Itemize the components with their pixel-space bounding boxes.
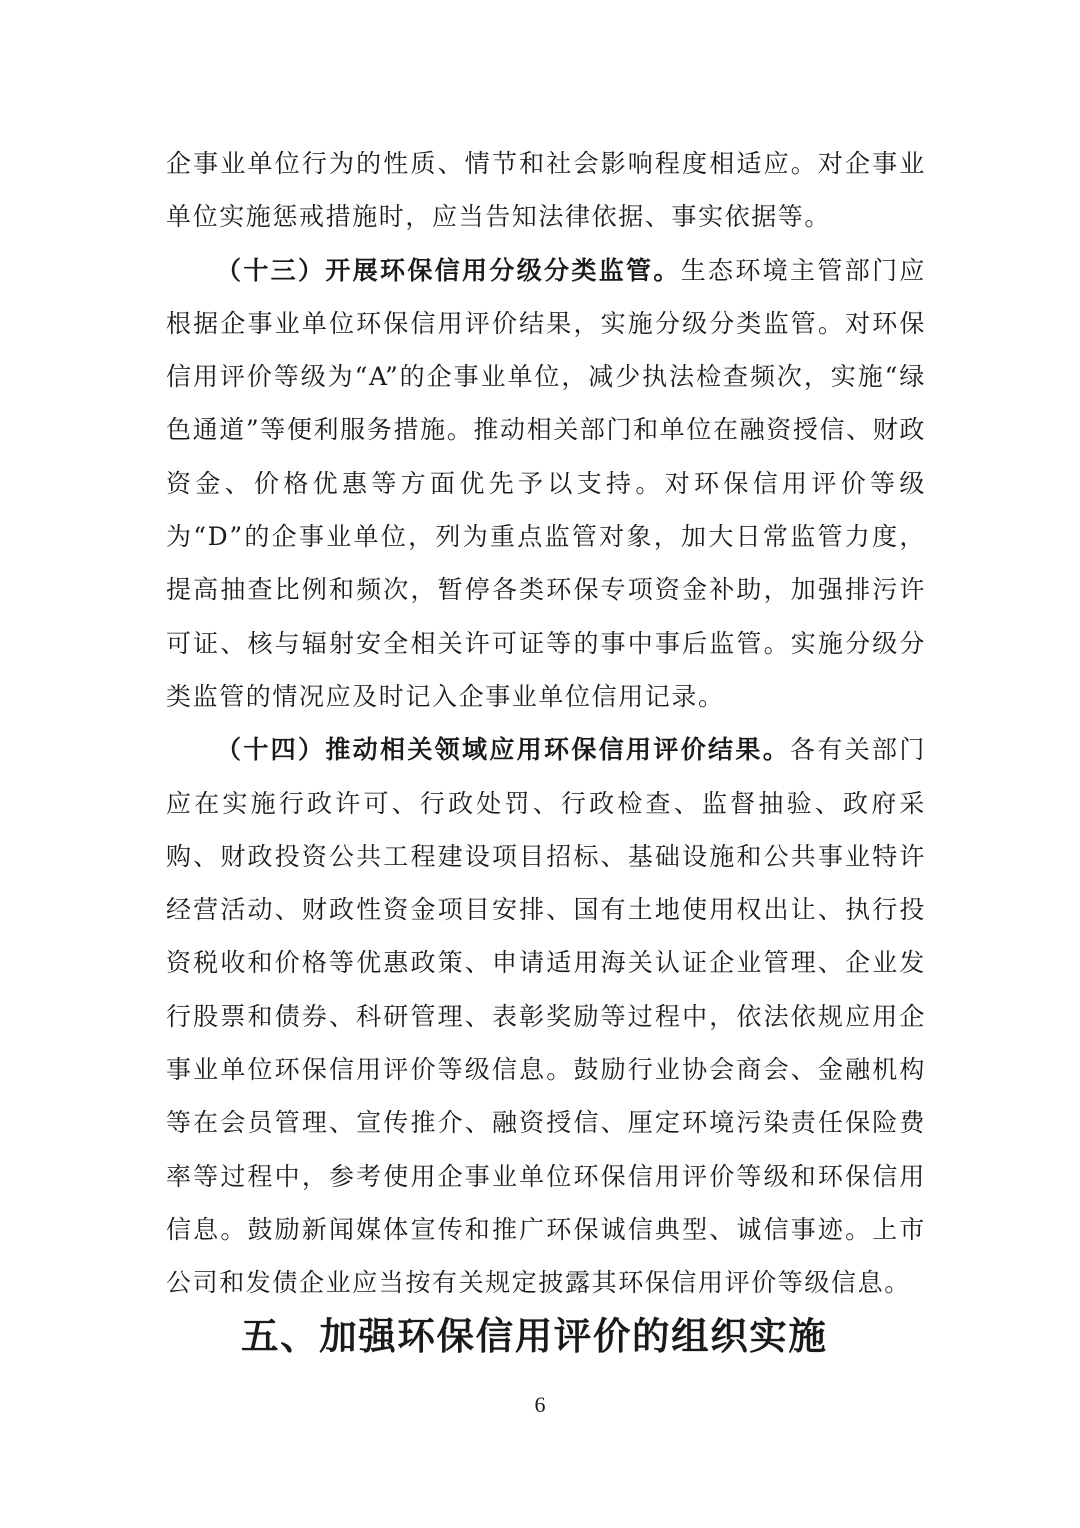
paragraph-14-text: 各有关部门应在实施行政许可、行政处罚、行政检查、监督抽验、政府采购、财政投资公共工程建设项目招标、基础设施和公共事业特许经营活动、财政性资金项目安排、国有土地使用权出让、执行投资税收和价格等优惠政策、申请适用海关认证企业管理、企业发行股票和债券、科研管理、表彰奖励等过程中，依法依规应用企事业单位环保信用评价等级信息。鼓励行业协会商会、金融机构等在会员管理、宣传推介、融资授信、厘定环境污染责任保险费率等过程中，参考使用企事业单位环保信用评价等级和环保信用信息。鼓励新闻媒体宣传和推广环保诚信典型、诚信事迹。上市公司和发债企业应当按有关规定披露其环保信用评价等级信息。: [166, 735, 926, 1298]
paragraph-continuation: 企事业单位行为的性质、情节和社会影响程度相适应。对企事业单位实施惩戒措施时，应当告知法律依据、事实依据等。: [166, 149, 926, 232]
page-number: 6: [534, 1392, 546, 1417]
document-body: [166, 137, 926, 1363]
paragraph-14-lead: （十四）推动相关领域应用环保信用评价结果。: [216, 735, 791, 765]
paragraph-13-lead: （十三）开展环保信用分级分类监管。: [216, 255, 681, 285]
paragraph-13-text: 生态环境主管部门应根据企事业单位环保信用评价结果，实施分级分类监管。对环保信用评价等级为“A”的企事业单位，减少执法检查频次，实施“绿色通道”等便利服务措施。推动相关部门和单位在融资授信、财政资金、价格优惠等方面优先予以支持。对环保信用评价等级为“D”的企事业单位，列为重点监管对象，加大日常监管力度，提高抽查比例和频次，暂停各类环保专项资金补助，加强排污许可证、核与辐射安全相关许可证等的事中事后监管。实施分级分类监管的情况应及时记入企事业单位信用记录。: [166, 255, 927, 711]
paragraph-14: [166, 723, 926, 1309]
paragraph-13: [166, 244, 926, 724]
section-heading: 五、加强环保信用评价的组织实施: [241, 1313, 828, 1358]
